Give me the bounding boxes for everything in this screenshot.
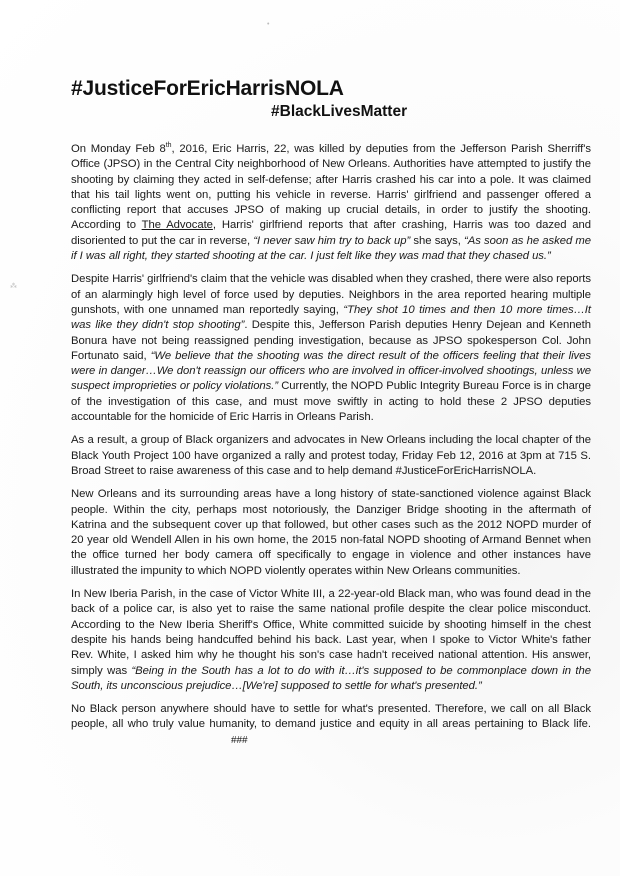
- quote: “They shot 10 times and then 10 more times…It was like they didn't stop shooting”: [71, 303, 591, 332]
- text: . Despite this, Jefferson Parish deputies Henry Dejean and Kenneth Bonura have not being reassigned pending investigation, because as JPSO spokesperson Col. John Fortunato said,: [71, 319, 591, 362]
- paragraph-5: [71, 587, 591, 694]
- scan-speck: ⁂: [10, 283, 17, 290]
- document-subtitle: #BlackLivesMatter: [271, 103, 408, 120]
- paragraph-1: [71, 142, 591, 264]
- text: On Monday Feb 8: [71, 143, 166, 155]
- text: No Black person anywhere should have to settle for what's presented. Therefore, we call on all Black people, all who truly value humanity, to demand justice and equity in all areas pertaining to Black life.: [71, 703, 591, 731]
- text: Currently, the NOPD Public Integrity Bureau Force is in charge of the investigation of this case, and must move swiftly in acting to hold these 2 JPSO deputies accountable for the homicide of Eric Harris in Orleans Parish.: [71, 380, 591, 424]
- paragraph-2: [71, 272, 591, 425]
- press-release: [71, 76, 591, 756]
- quote: “I never saw him try to back up”: [253, 234, 411, 247]
- text: , 2016, Eric Harris, 22, was killed by deputies from the Jefferson Parish Sherriff's Office (JPSO) in the Central City neighborhood of New Orleans. Authorities have attempted to justify the shooting by claiming they acted in self-defense; after Harris crashed his car into a pole. It was claimed that his tail lights went on, putting his vehicle in reverse. Harris' girlfriend and passenger offered a conflicting report that accuses JPSO of making up crucial details, in order to justify the shooting. According to: [71, 143, 591, 232]
- quote: “As soon as he asked me if I was all right, they started shooting at the car. I just felt like they was mad that they chased us.”: [71, 234, 592, 263]
- text: she says,: [410, 234, 465, 247]
- quote: “We believe that the shooting was the direct result of the officers feeling that their lives were in danger…We don't reassign our officers who are involved in officer-involved shootings, unless we suspect improprieties or policy violations.”: [71, 349, 591, 393]
- document-title: #JusticeForEricHarrisNOLA: [71, 77, 344, 100]
- paragraph-6: [71, 702, 591, 748]
- paragraph-4: New Orleans and its surrounding areas have a long history of state-sanctioned violence against Black people. Within the city, perhaps most notoriously, the Danziger Bridge shooting in the aftermath of Katrina and the subsequent cover up that followed, but other cases such as the 2012 NOPD murder of 20 year old Wendell Allen in his own home, the 2015 non-fatal NOPD shooting of Armand Bennet when the office turned her body camera off specifically to engage in violence and other instances have illustrated the impunity to which NOPD violently operates within New Orleans communities.: [71, 488, 591, 577]
- text: In New Iberia Parish, in the case of Victor White III, a 22-year-old Black man, who was found dead in the back of a police car, is also yet to raise the same national profile despite the clear police misconduct. According to the New Iberia Sheriff's Office, White committed suicide by shooting himself in the chest despite his hands being handcuffed behind his back. Last year, when I spoke to Victor White's father Rev. White, I asked him why he thought his son's case hadn't received national attention. His answer, simply was: [71, 588, 591, 677]
- text: , Harris' girlfriend reports that after crashing, Harris was too dazed and disoriented to put the car in reverse,: [71, 219, 591, 247]
- source-link-the-advocate[interactable]: The Advocate: [141, 219, 213, 232]
- end-mark: ###: [231, 734, 248, 746]
- text: Despite Harris' girlfriend's claim that the vehicle was disabled when they crashed, there were also reports of an alarmingly high level of force used by deputies. Neighbors in the area reported hearing multiple gunshots, with one unnamed man reportedly saying,: [71, 273, 591, 316]
- ordinal-suffix: th: [165, 142, 172, 150]
- scan-speck: •: [267, 21, 270, 28]
- quote: “Being in the South has a lot to do with it…it's supposed to be commonplace down in the South, its unconscious prejudice…[We're] supposed to settle for what's presented.”: [71, 664, 591, 692]
- paragraph-3: As a result, a group of Black organizers and advocates in New Orleans including the local chapter of the Black Youth Project 100 have organized a rally and protest today, Friday Feb 12, 2016 at 3pm at 715 S. Broad Street to raise awareness of this case and to help demand #JusticeForEricHarrisNOLA.: [71, 434, 591, 477]
